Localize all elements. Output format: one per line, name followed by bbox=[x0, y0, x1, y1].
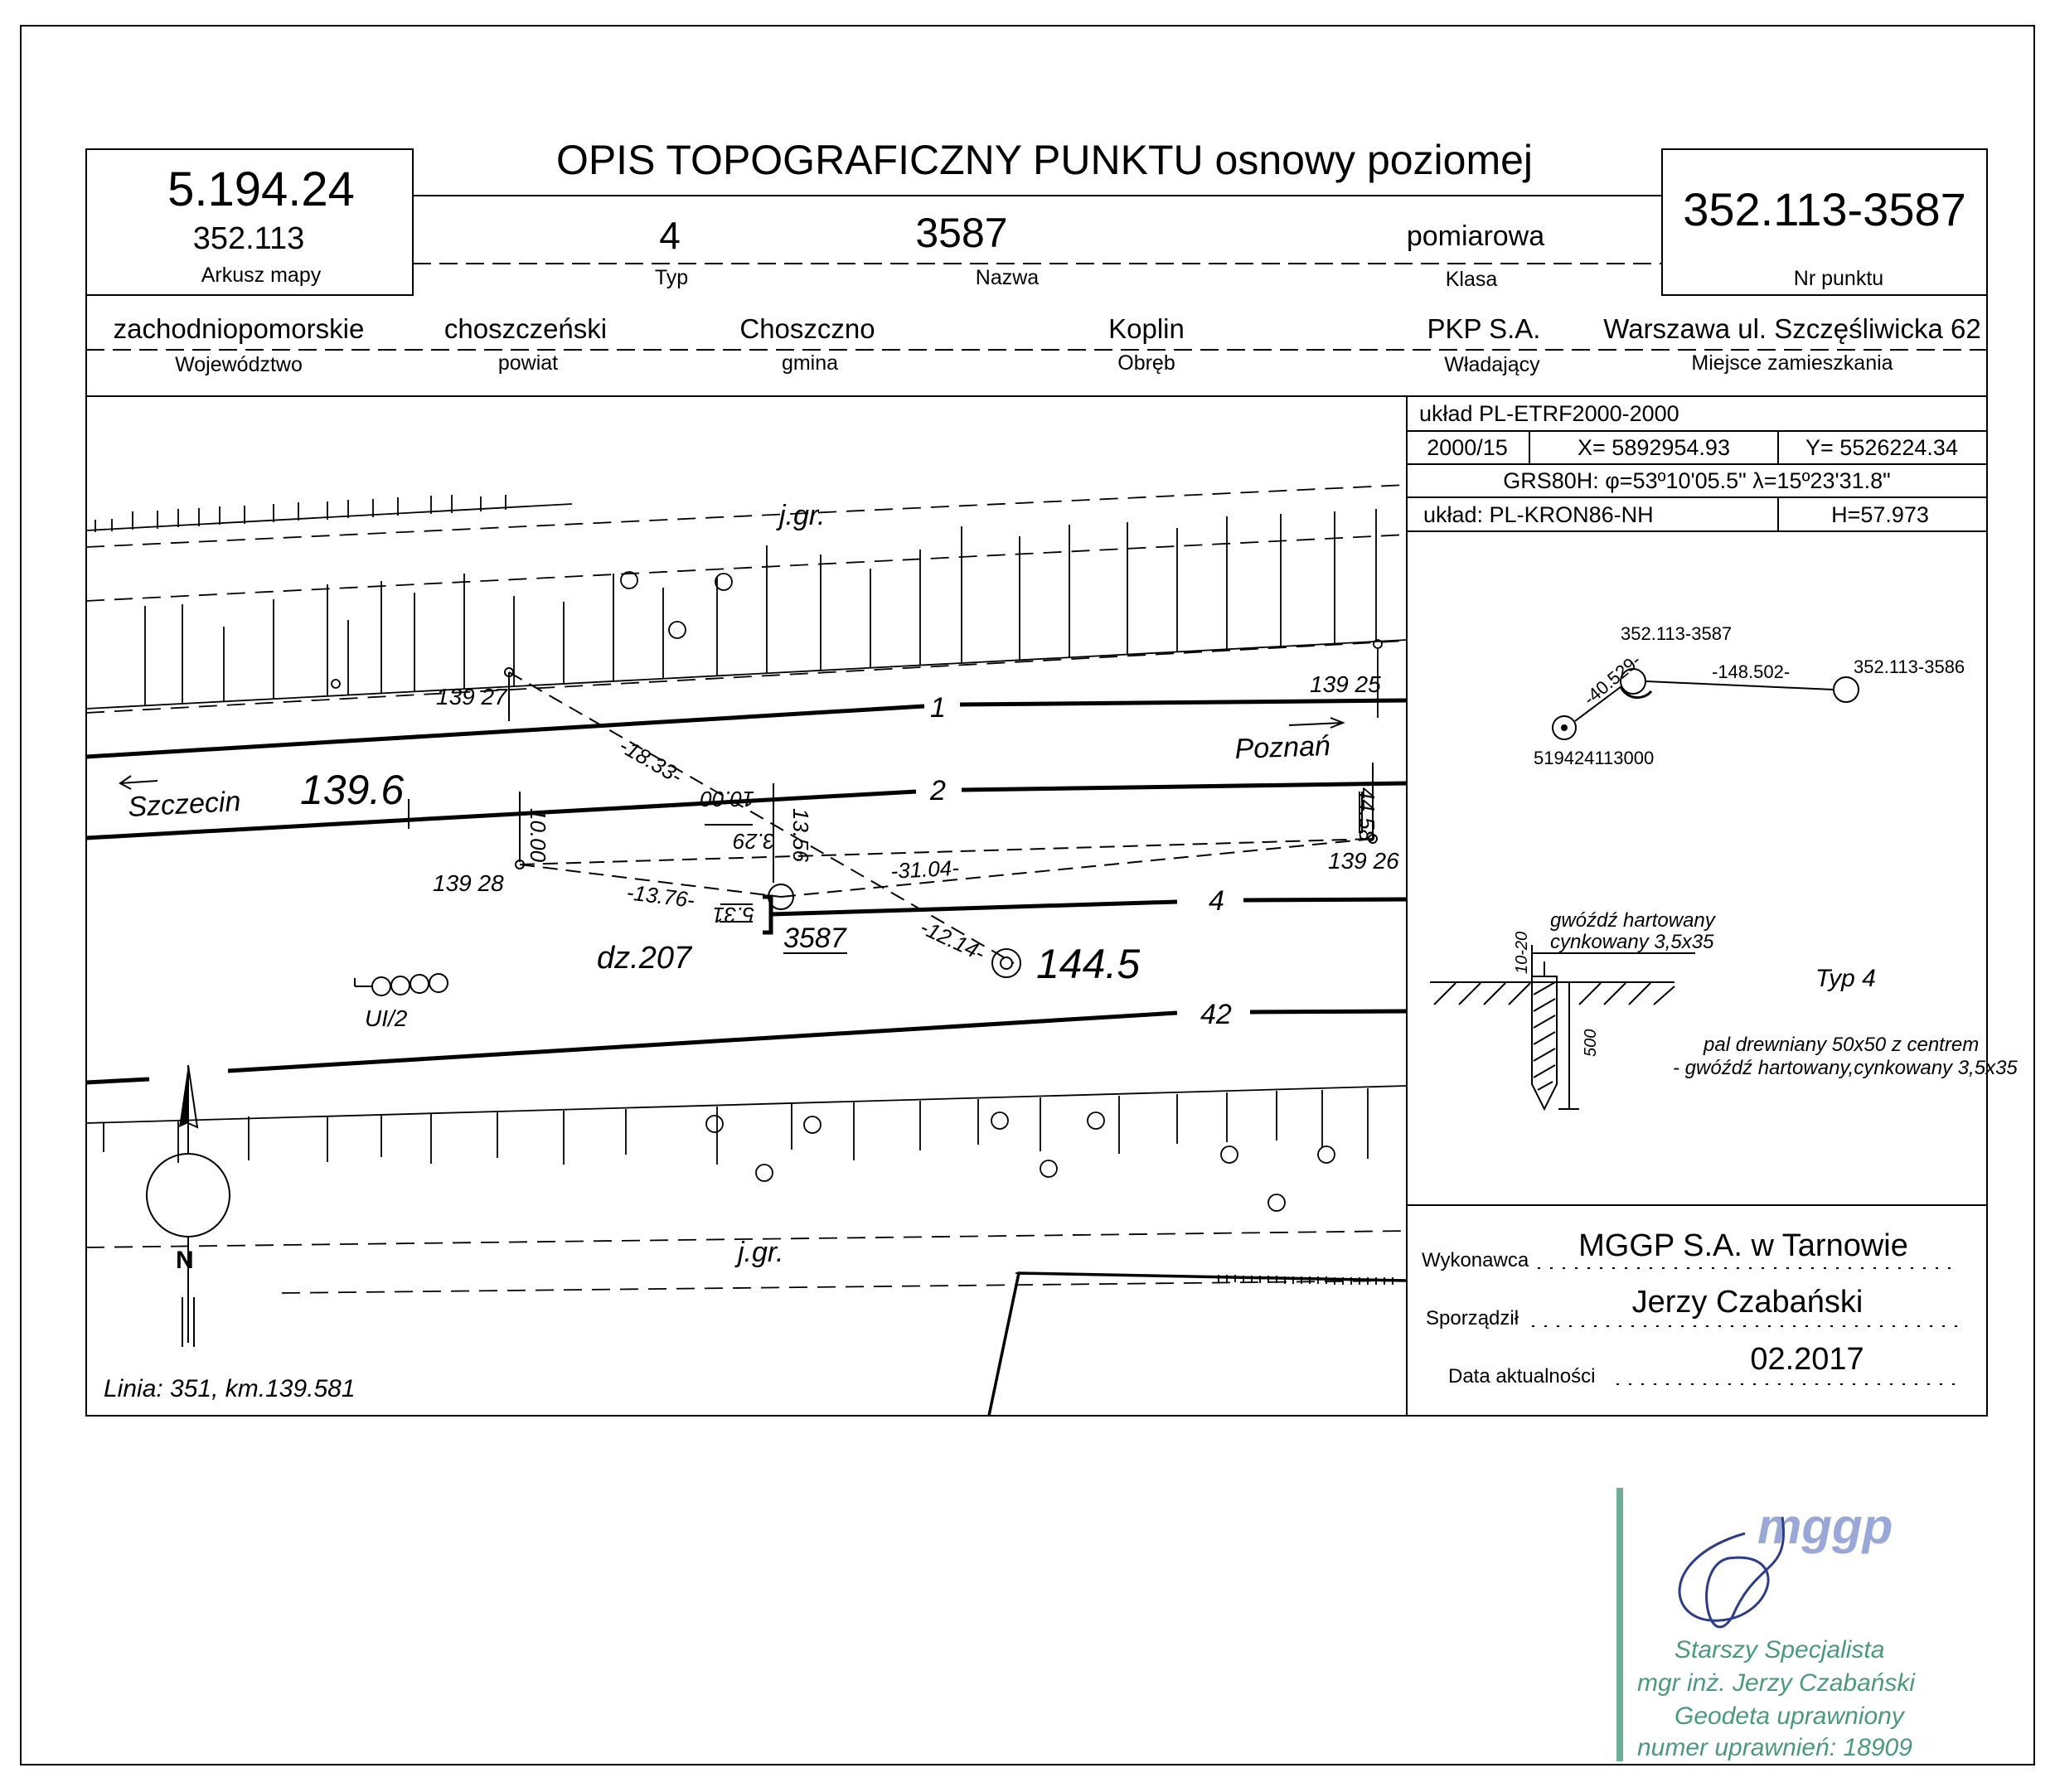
parcel-label: dz.207 bbox=[597, 941, 692, 976]
precinct: Koplin bbox=[1108, 313, 1185, 344]
coord-zone: 2000/15 bbox=[1427, 435, 1508, 460]
county: choszczeński bbox=[443, 313, 608, 344]
coord-grs: GRS80H: φ=53º10'05.5" λ=15º23'31.8" bbox=[1503, 468, 1891, 493]
detail-point-next: 352.113-3586 bbox=[1854, 656, 1965, 677]
detail-diagram bbox=[1430, 623, 2018, 1109]
detail-dist-2: -148.502- bbox=[1712, 661, 1791, 682]
track-4-label: 4 bbox=[1209, 885, 1224, 917]
detail-desc-1: pal drewniany 50x50 z centrem bbox=[1704, 1034, 1980, 1056]
point-139-26: 139 26 bbox=[1328, 848, 1399, 874]
dist-5-31: 5.31 bbox=[712, 903, 754, 927]
residence-label: Miejsce zamieszkania bbox=[1691, 351, 1893, 375]
commune: Choszczno bbox=[739, 313, 875, 344]
dist-10-00-a: 10.00 bbox=[526, 808, 550, 863]
commune-label: gmina bbox=[781, 351, 839, 375]
nail-label-2: cynkowany 3,5x35 bbox=[1550, 931, 1714, 953]
point-number-label: Nr punktu bbox=[1793, 267, 1884, 290]
owner: PKP S.A. bbox=[1427, 313, 1541, 344]
detail-point-main: 352.113-3587 bbox=[1621, 623, 1733, 644]
stamp bbox=[1616, 1488, 1916, 1761]
point-number: 352.113-3587 bbox=[1683, 183, 1966, 235]
stake-dim: 500 bbox=[1582, 1029, 1600, 1057]
dist-12-14: -12.14- bbox=[916, 914, 989, 966]
point-139-25: 139 25 bbox=[1310, 671, 1381, 697]
stamp-line-4: numer uprawnień: 18909 bbox=[1637, 1734, 1912, 1761]
stamp-line-1: Starszy Specjalista bbox=[1675, 1636, 1885, 1664]
point-name-label: Nazwa bbox=[975, 266, 1040, 289]
sheet-number: 5.194.24 bbox=[167, 162, 355, 216]
point-class-label: Klasa bbox=[1445, 268, 1498, 291]
nail-label-1: gwóźdź hartowany bbox=[1550, 909, 1715, 932]
author-label: Sporządził bbox=[1426, 1307, 1519, 1329]
coord-y: Y= 5526224.34 bbox=[1805, 435, 1958, 460]
county-label: powiat bbox=[497, 351, 559, 375]
map-sheet: 352.113 bbox=[192, 221, 305, 256]
dist-10-00-b: 10.00 bbox=[700, 787, 754, 811]
track-2-label: 2 bbox=[930, 775, 946, 806]
dist-13-56: 13.56 bbox=[788, 808, 813, 863]
point-class: pomiarowa bbox=[1406, 220, 1545, 252]
poznan-label: Poznań bbox=[1233, 729, 1331, 765]
owner-label: Władający bbox=[1444, 353, 1540, 376]
point-name: 3587 bbox=[915, 210, 1008, 256]
detail-dist-1: -40.529- bbox=[1579, 650, 1645, 710]
map-sheet-label: Arkusz mapy bbox=[201, 264, 322, 287]
north-label: N bbox=[176, 1247, 194, 1274]
line-km-label: Linia: 351, km.139.581 bbox=[104, 1375, 356, 1402]
detail-type-label: Typ 4 bbox=[1815, 965, 1876, 992]
point-3587-label: 3587 bbox=[783, 923, 846, 954]
dist-18-33: -18.33- bbox=[615, 733, 687, 789]
page-title: OPIS TOPOGRAFICZNY PUNKTU osnowy poziomej bbox=[555, 137, 1534, 183]
point-139-28: 139 28 bbox=[433, 870, 504, 896]
sketch-map bbox=[86, 485, 1407, 1416]
precinct-label: Obręb bbox=[1117, 351, 1175, 375]
height-value: H=57.973 bbox=[1831, 502, 1929, 527]
dist-13-76: -13.76- bbox=[625, 879, 696, 913]
jgr-top-label: j.gr. bbox=[779, 500, 826, 531]
stamp-logo: mggp bbox=[1757, 1499, 1893, 1554]
author: Jerzy Czabański bbox=[1631, 1285, 1864, 1320]
detail-point-other: 519424113000 bbox=[1534, 748, 1655, 768]
nail-dim: 10-20 bbox=[1513, 931, 1531, 974]
voivodeship-label: Województwo bbox=[175, 353, 303, 376]
km-144-label: 144.5 bbox=[1036, 941, 1141, 987]
point-139-27: 139 27 bbox=[436, 684, 507, 710]
utility-label: UI/2 bbox=[365, 1005, 408, 1031]
residence: Warszawa ul. Szczęśliwicka 62 bbox=[1603, 313, 1981, 344]
szczecin-label: Szczecin bbox=[127, 785, 242, 823]
contractor-label: Wykonawca bbox=[1422, 1249, 1529, 1271]
dist-3-29: 3.29 bbox=[733, 829, 775, 854]
height-system: układ: PL-KRON86-NH bbox=[1423, 502, 1654, 527]
stamp-line-2: mgr inż. Jerzy Czabański bbox=[1637, 1669, 1916, 1697]
jgr-bottom-label: j.gr. bbox=[738, 1237, 784, 1268]
coord-system: układ PL-ETRF2000-2000 bbox=[1419, 401, 1679, 426]
date: 02.2017 bbox=[1750, 1342, 1864, 1377]
track-1-label: 1 bbox=[930, 692, 946, 724]
point-type-label: Typ bbox=[654, 266, 689, 289]
contractor: MGGP S.A. w Tarnowie bbox=[1578, 1228, 1908, 1263]
track-42-label: 42 bbox=[1200, 999, 1232, 1030]
stamp-line-3: Geodeta uprawniony bbox=[1675, 1702, 1904, 1730]
dist-44-58: 44.58 bbox=[1355, 787, 1379, 842]
point-type: 4 bbox=[659, 214, 681, 257]
km-139-label: 139.6 bbox=[300, 767, 405, 813]
coord-x: X= 5892954.93 bbox=[1578, 435, 1730, 460]
dist-31-04: -31.04- bbox=[889, 855, 960, 884]
detail-desc-2: - gwóźdź hartowany,cynkowany 3,5x35 bbox=[1673, 1057, 2018, 1079]
voivodeship: zachodniopomorskie bbox=[113, 313, 365, 344]
date-label: Data aktualności bbox=[1448, 1365, 1596, 1388]
